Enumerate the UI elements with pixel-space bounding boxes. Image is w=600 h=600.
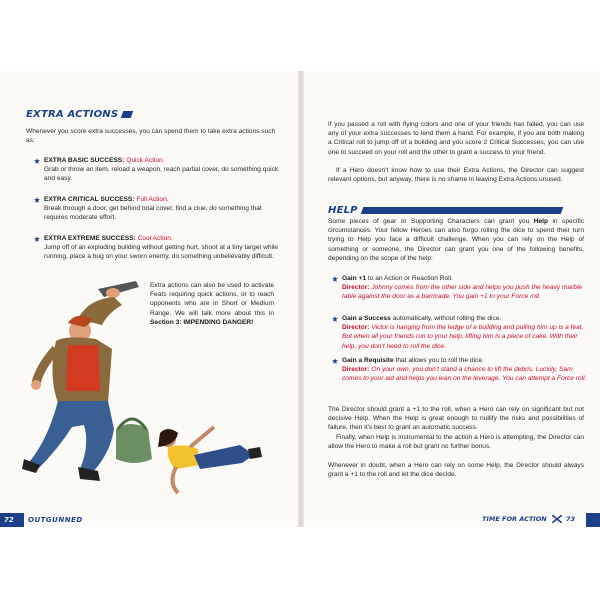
chapter-title: TIME FOR ACTION xyxy=(482,515,547,523)
list-item xyxy=(332,274,592,302)
list-item xyxy=(34,156,284,184)
left-page xyxy=(0,71,298,527)
page-number: 72 xyxy=(4,516,14,524)
grant-guidance-paragraph: The Director should grant a +1 to the roll, when a Hero can rely on significant but not decisive Help. When the Help is great enough to nullify the risks and possibilities of failure, then it's best to grant an automatic success. xyxy=(328,406,584,432)
lend-a-hand-paragraph: If you passed a roll with flying colors and one of your friends has failed, you can use any of your extra successes to lend them a hand. For example, if you are both making a Critical roll to jump off of a building and you score 2 Critical Successes, you can use one to succeed on your roll and the other to grant a success to your friend. xyxy=(328,121,584,156)
gain-desc: automatically, without rolling the dice. xyxy=(392,315,502,322)
list-item xyxy=(332,314,592,351)
item-body: Jump off of an exploding building without getting hurt, shoot at a tiny target while running, place a bug on your sworn enemy, do something unbelievably difficult. xyxy=(44,244,279,261)
director-label: Director: xyxy=(342,366,370,374)
satchel-bag xyxy=(116,419,152,463)
star-bullet-icon xyxy=(34,197,40,203)
outgunned-logo: OUTGUNNED xyxy=(28,516,83,524)
star-bullet-icon xyxy=(332,316,338,322)
gain-label: Gain a Requisite xyxy=(342,357,394,364)
item-body: Grab or throw an item, reload a weapon, reach partial cover, do something quick and easy. xyxy=(44,166,279,183)
page-number-tab xyxy=(586,513,600,527)
page-number: 73 xyxy=(566,515,576,523)
right-page xyxy=(304,71,600,527)
book-spread xyxy=(0,71,600,527)
heroes-jumping-illustration xyxy=(18,279,268,511)
list-item xyxy=(34,234,284,262)
director-example: Victor is hanging from the ledge of a building and pulling him up is a feat. But when all your friends run to your help, lifting him is a piece of cake. With their help, you don't need to roll the dice. xyxy=(342,324,584,350)
director-example: Johnny comes from the other side and helps you push the heavy marble table against the door as a barricade. You gain +1 to your Force roll. xyxy=(342,284,583,301)
unused-actions-paragraph: If a Hero doesn't know how to use their Extra Actions, the Director can suggest relevant options, but anyway, there is no shame in leaving Extra Actions unused. xyxy=(328,167,584,184)
doubt-paragraph: Whenever in doubt, when a Hero can rely on some Help, the Director should always grant a +1 to the roll and let the dice decide. xyxy=(328,462,584,479)
list-item xyxy=(34,195,284,223)
star-bullet-icon xyxy=(332,358,338,364)
extra-actions-intro: Whenever you score extra successes, you can spend them to take extra actions such as: xyxy=(26,128,276,145)
item-body: Break through a door, get behind total cover, find a clue, do something that requires moderate effort. xyxy=(44,205,262,222)
director-label: Director: xyxy=(342,324,370,332)
star-bullet-icon xyxy=(34,158,40,164)
gain-desc: to an Action or Reaction Roll. xyxy=(367,275,453,282)
star-bullet-icon xyxy=(34,236,40,242)
crossed-guns-icon xyxy=(552,515,562,523)
item-title: EXTRA BASIC SUCCESS: xyxy=(44,157,125,164)
help-intro: Some pieces of gear or Supporting Characters can grant you Help in specific circumstances. Your fellow Heroes can also forgo rolling the dice to spend their turn trying to Help you face a difficult challenge. When you can rely on the Help of something or someone, the Director can grant you one of the following benefits, depending on the scope of the help: xyxy=(328,218,585,262)
help-keyword: Help xyxy=(533,218,548,225)
section-reference: Section 3: IMPENDING DANGER! xyxy=(150,318,254,326)
item-title: EXTRA EXTREME SUCCESS: xyxy=(44,235,136,242)
director-label: Director: xyxy=(342,284,370,292)
help-heading: HELP xyxy=(328,205,562,216)
item-tag: Cool Action. xyxy=(137,235,173,242)
gain-label: Gain a Success xyxy=(342,315,391,322)
extra-actions-heading: EXTRA ACTIONS xyxy=(26,109,132,120)
item-tag: Full Action. xyxy=(136,196,169,203)
list-item xyxy=(332,356,592,384)
item-title: EXTRA CRITICAL SUCCESS: xyxy=(44,196,135,203)
star-bullet-icon xyxy=(332,276,338,282)
gain-label: Gain +1 xyxy=(342,275,367,282)
hero-female-figure xyxy=(158,427,262,493)
side-note: Extra actions can also be used to activate Feats requiring quick actions, or to reach opponents who are in Short or Medium Range. We will talk more about this in Section 3: IMPENDING DANGER! xyxy=(150,282,274,326)
director-example: On your own, you don't stand a chance to lift the debris. Luckily, Sam comes to your aid and helps you lean on the leverage. You can attempt a Force roll. xyxy=(342,366,587,383)
instrumental-help-paragraph: Finally, when Help is instrumental to the action a Hero is attempting, the Director can allow the Hero to make a roll but grant no further bonus. xyxy=(328,434,584,451)
item-tag: Quick Action. xyxy=(126,157,165,164)
gain-desc: that allows you to roll the dice. xyxy=(395,357,484,364)
